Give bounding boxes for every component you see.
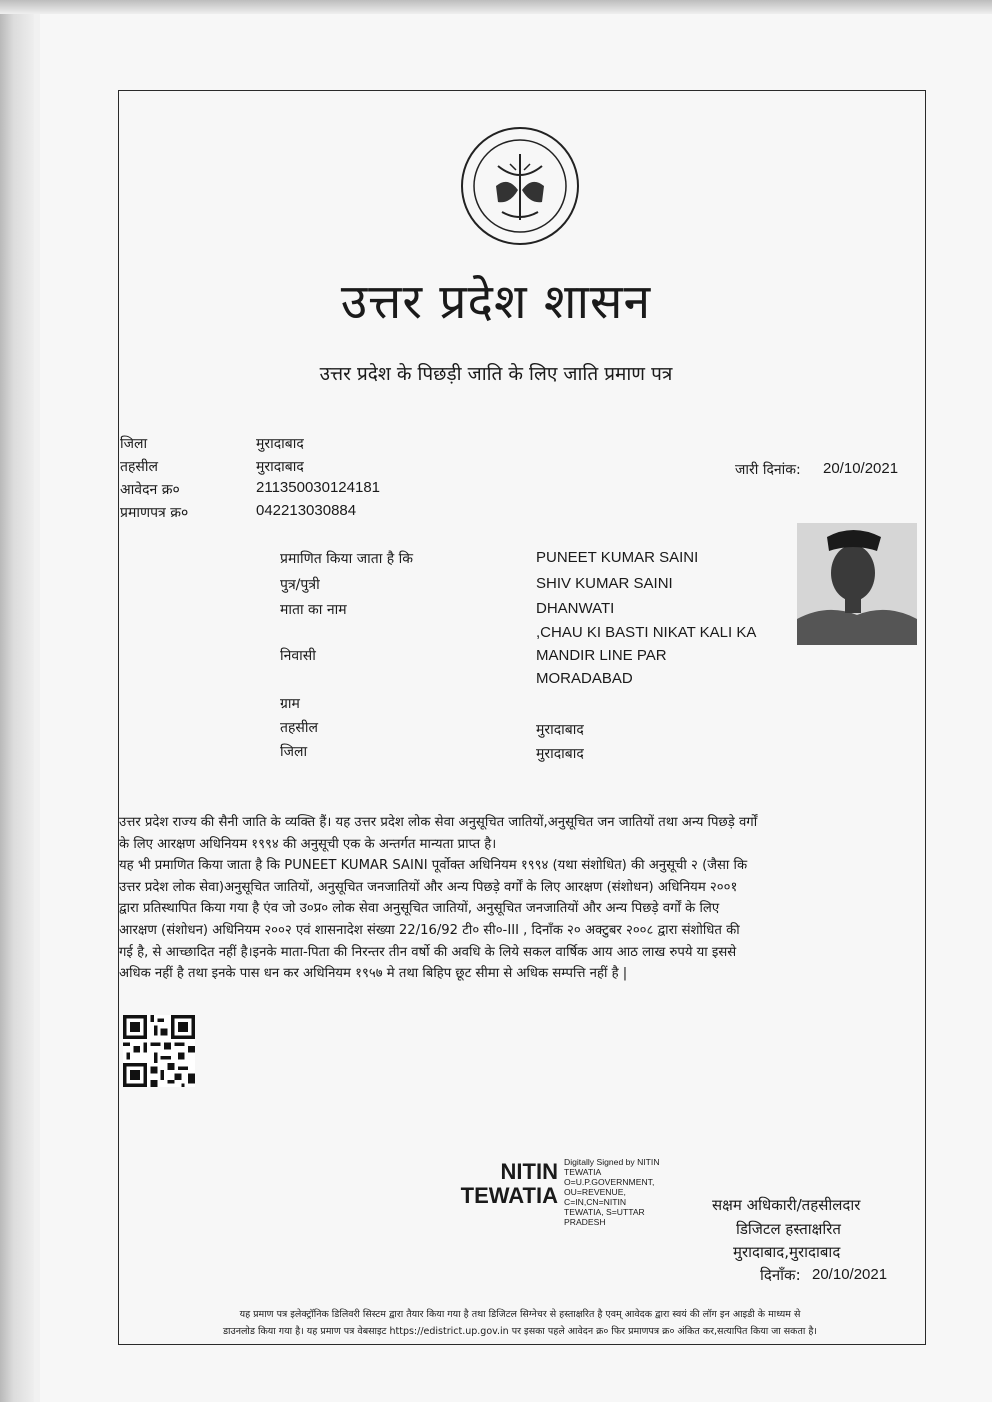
- signature-meta-line: O=U.P.GOVERNMENT,: [564, 1177, 655, 1187]
- body-line: यह भी प्रमाणित किया जाता है कि PUNEET KUMAR SAINI पूर्वोक्त अधिनियम १९९४ (यथा संशोधित) की अनुसूची २ (जैसा कि: [119, 858, 748, 874]
- body-line: द्वारा प्रतिस्थापित किया गया है एंव जो उ०प्र० लोक सेवा अनुसूचित जातियों, अनुसूचित जनजातियों और अन्य पिछड़े वर्गों के लिए: [119, 901, 720, 917]
- father-name: SHIV KUMAR SAINI: [536, 575, 673, 592]
- officer-designation: सक्षम अधिकारी/तहसीलदार: [712, 1196, 861, 1214]
- body-line: गई है, से आच्छादित नहीं है।इनके माता-पिता की निरन्तर तीन वर्षो की अवधि के लिये सकल वार्षिक आय आठ लाख रुपये या इससे: [119, 944, 737, 960]
- signer-last-name: TEWATIA: [460, 1183, 558, 1208]
- signer-first-name: NITIN: [500, 1159, 558, 1184]
- body-line: अधिक नहीं है तथा इनके पास धन कर अधिनियम १९५७ मे तथा बिहिप छूट सीमा से अधिक सम्पत्ति नहीं है |: [119, 966, 628, 982]
- application-number-label: आवेदन क्र०: [120, 482, 180, 498]
- officer-place: मुरादाबाद,मुरादाबाद: [733, 1243, 841, 1261]
- body-line: उत्तर प्रदेश लोक सेवा)अनुसूचित जातियों, अनुसूचित जनजातियों और अन्य पिछड़े वर्गों के लिए आरक्षण (संशोधन) अधिनियम २००१: [119, 879, 738, 895]
- page-subtitle: उत्तर प्रदेश के पिछड़ी जाति के लिए जाति प्रमाण पत्र: [319, 363, 673, 385]
- scan-edge: [0, 0, 34, 1402]
- footer-line: यह प्रमाण पत्र इलेक्ट्रॉनिक डिलिवरी सिस्टम द्वारा तैयार किया गया है तथा डिजिटल सिग्नेचर से हस्ताक्षरित है एवम् आवेदक द्वारा स्वयं की लॉग इन आइडी के माध्यम से: [239, 1309, 801, 1320]
- mother-name: DHANWATI: [536, 600, 615, 617]
- detail-tehsil-value: मुरादाबाद: [536, 722, 584, 738]
- issue-date-label: जारी दिनांक:: [735, 462, 801, 478]
- certified-label: प्रमाणित किया जाता है कि: [280, 551, 414, 567]
- detail-tehsil-label: तहसील: [280, 720, 318, 736]
- officer-digital-signed: डिजिटल हस्ताक्षरित: [736, 1220, 841, 1238]
- signature-block: [450, 1160, 558, 1208]
- up-state-emblem-icon: [458, 124, 582, 248]
- officer-date-value: 20/10/2021: [812, 1266, 888, 1283]
- signature-meta-line: PRADESH: [564, 1217, 606, 1227]
- resident-label: निवासी: [280, 648, 316, 664]
- signature-details: [564, 1157, 660, 1227]
- signature-meta-line: OU=REVENUE,: [564, 1187, 626, 1197]
- child-of-label: पुत्र/पुत्री: [280, 577, 320, 593]
- signature-meta-line: Digitally Signed by NITIN: [564, 1157, 660, 1167]
- qr-code-icon: [123, 1015, 195, 1087]
- application-number-value: 211350030124181: [256, 479, 381, 496]
- applicant-photo: [797, 523, 917, 645]
- officer-date-label: दिनाँक:: [760, 1266, 801, 1284]
- tehsil-label: तहसील: [120, 459, 158, 475]
- body-line: के लिए आरक्षण अधिनियम १९९४ की अनुसूची एक के अन्तर्गत मान्यता प्राप्त है।: [119, 836, 497, 852]
- address-line-3: MORADABAD: [536, 670, 633, 687]
- address-line-2: MANDIR LINE PAR: [536, 647, 667, 664]
- body-line: उत्तर प्रदेश राज्य की सैनी जाति के व्यक्ति हैं। यह उत्तर प्रदेश लोक सेवा अनुसूचित जातियों,अनुसूचित जन जातियों तथा अन्य पिछड़े वर्गों: [119, 815, 758, 830]
- page-title: उत्तर प्रदेश शासन: [340, 274, 652, 330]
- issue-date-value: 20/10/2021: [823, 460, 899, 477]
- village-label: ग्राम: [280, 696, 300, 712]
- signature-meta-line: TEWATIA: [564, 1167, 602, 1177]
- tehsil-value: मुरादाबाद: [256, 459, 304, 475]
- applicant-name: PUNEET KUMAR SAINI: [536, 549, 699, 566]
- signature-meta-line: TEWATIA, S=UTTAR: [564, 1207, 645, 1217]
- body-line: आरक्षण (संशोधन) अधिनियम २००२ एवं शासनादेश संख्या 22/16/92 टी० सी०-III , दिनाँक २० अक्टुबर २००८ द्वारा संशोधित की: [119, 922, 740, 938]
- certificate-number-value: 042213030884: [256, 502, 357, 519]
- district-value: मुरादाबाद: [256, 436, 304, 452]
- detail-district-value: मुरादाबाद: [536, 746, 584, 762]
- footer-note: [120, 1306, 920, 1340]
- footer-line: डाउनलोड किया गया है। यह प्रमाण पत्र वेबसाइट https://edistrict.up.gov.in पर इसका पहले आवेदन क्र० फिर प्रमाणपत्र क्र० अंकित कर,सत्यापित किया जा सकता है।: [222, 1326, 818, 1337]
- certificate-body: [119, 812, 919, 985]
- scan-top-edge: [0, 0, 992, 14]
- address-line-1: ,CHAU KI BASTI NIKAT KALI KA: [536, 624, 757, 641]
- signature-meta-line: C=IN,CN=NITIN: [564, 1197, 627, 1207]
- district-label: जिला: [120, 436, 148, 452]
- mother-label: माता का नाम: [280, 602, 347, 618]
- certificate-number-label: प्रमाणपत्र क्र०: [120, 505, 189, 521]
- detail-district-label: जिला: [280, 744, 308, 760]
